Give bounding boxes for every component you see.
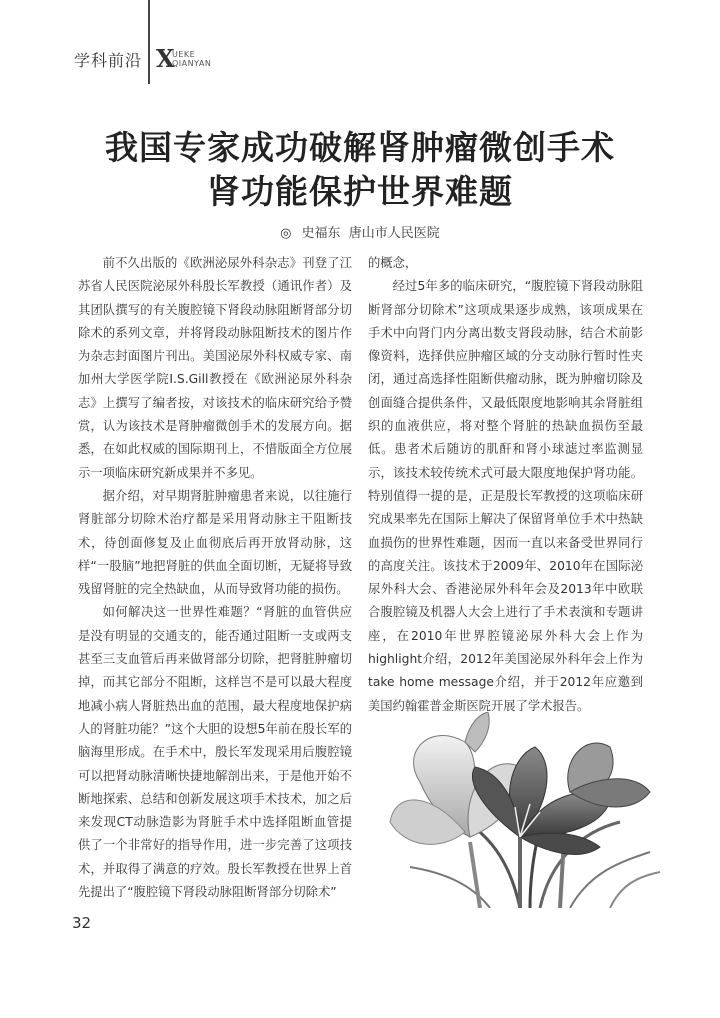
paragraph: 经过5年多的临床研究，“腹腔镜下肾段动脉阻断肾部分切除术”这项成果逐步成熟，该项成果在手术中向肾门内分离出数支肾段动脉，结合术前影像资料，选择供应肿瘤区域的分支动脉行暂时性夹闭，通过高选择性阻断供瘤动脉，既为肿瘤切除及创面缝合提供条件，又最低限度地影响其余肾脏组织的血液供应，将对整个肾脏的热缺血损伤至最低。患者术后随访的肌酐和肾小球滤过率监测显示，该技术较传统术式可最大限度地保护肾功能。特别值得一提的是，正是殷长军教授的这项临床研究成果率先在国际上解决了保留肾单位手术中热缺血损伤的世界性难题，因而一直以来备受世界同行的高度关注。该技术于2009年、2010年在国际泌尿外科大会、香港泌尿外科年会及2013年中欧联合腹腔镜及机器人大会上进行了手术表演和专题讲座，在2010年世界腔镜泌尿外科大会上作为highlight介绍，2012年美国泌尿外科年会上作为take home message介绍，并于2012年应邀到美国约翰霍普金斯医院开展了学术报告。 <box>368 279 643 713</box>
section-logo-pinyin-line1: UEKE <box>172 50 196 59</box>
author-line <box>0 222 720 241</box>
page-number: 32 <box>72 914 92 932</box>
crocus-flower-illustration <box>370 712 670 908</box>
section-logo-letter: X <box>156 44 175 73</box>
section-logo-pinyin-line2: QIANYAN <box>172 59 212 68</box>
header-divider <box>148 0 150 84</box>
paragraph: 如何解决这一世界性难题？“肾脏的血管供应是没有明显的交通支的，能否通过阻断一支或两支甚至三支血管后再来做肾部分切除，把肾脏肿瘤切掉，而其它部分不阻断，这样岂不是可以最大程度地减小病人肾脏热出血的范围，最大程度地保护病人的肾脏功能？”这个大胆的设想5年前在殷长军的脑海里形成。在手术中，殷长军发现采用后腹腔镜可以把肾动脉清晰快捷地解剖出来，于是他开始不断地探索、总结和创新发展这项手术技术，加之后来发现CT动脉造影为肾脏手术中选择阻断血管提供了一个非常好的指导作用，进一步完善了这项技术，并取得了满意的疗效。殷长军教授在世界上首先提出了“腹腔镜下肾段动脉阻断肾部分切除术” <box>78 605 352 900</box>
body-column-right <box>368 252 643 718</box>
section-logo-pinyin <box>172 50 211 68</box>
paragraph: 据介绍，对早期肾脏肿瘤患者来说，以往施行肾脏部分切除术治疗都是采用肾动脉主干阻断技术，待创面修复及止血彻底后再开放肾动脉，这样“一股脑”地把肾脏的供血全面切断，无疑将导致残留肾脏的完全热缺血，从而导致肾功能的损伤。 <box>78 488 352 597</box>
body-column-left <box>78 252 352 904</box>
author-bullet-icon: ◎ <box>280 226 292 241</box>
article-title-line1: 我国专家成功破解肾肿瘤微创手术 <box>105 128 615 167</box>
paragraph: 前不久出版的《欧洲泌尿外科杂志》刊登了江苏省人民医院泌尿外科殷长军教授（通讯作者）及其团队撰写的有关腹腔镜下肾段动脉阻断肾部分切除术的系列文章，并将肾段动脉阻断技术的图片作为杂志封面图片刊出。美国泌尿外科权威专家、南加州大学医学院I.S.Gill教授在《欧洲泌尿外科杂志》上撰写了编者按，对该技术的临床研究给予赞赏，认为该技术是肾肿瘤微创手术的发展方向。据悉，在如此权威的国际期刊上，不惜版面全方位展示一项临床研究新成果并不多见。 <box>78 256 352 480</box>
paragraph-continued: 的概念， <box>368 256 418 270</box>
section-label: 学科前沿 <box>74 51 143 70</box>
author-affiliation: 唐山市人民医院 <box>348 226 440 241</box>
author-name: 史福东 <box>301 226 341 241</box>
article-title-line2: 肾功能保护世界难题 <box>207 172 513 211</box>
